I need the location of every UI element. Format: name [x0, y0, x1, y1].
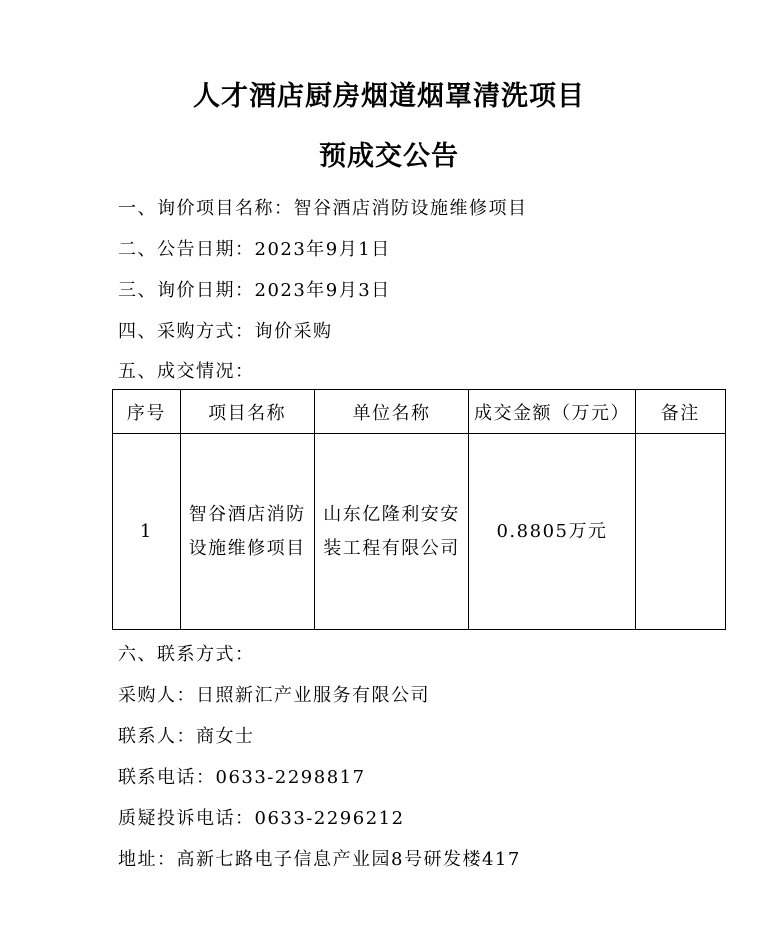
cell-project-name-line1: 智谷酒店消防: [188, 503, 306, 525]
purchaser-line: 采购人：日照新汇产业服务有限公司: [118, 685, 430, 706]
cell-project-name: [180, 434, 314, 630]
procurement-method-line: 四、采购方式：询价采购: [118, 321, 333, 342]
document-subtitle: 预成交公告: [319, 141, 459, 172]
announce-date-line: 二、公告日期：2023年9月1日: [118, 239, 391, 260]
document-title: 人才酒店厨房烟道烟罩清洗项目: [193, 81, 585, 112]
cell-unit-name: [314, 434, 469, 630]
inquiry-date-line: 三、询价日期：2023年9月3日: [118, 280, 391, 301]
header-remark: 备注: [635, 390, 725, 434]
complaint-phone-line: 质疑投诉电话：0633-2296212: [118, 808, 405, 829]
table-header-row: [113, 390, 726, 434]
contact-person-line: 联系人：商女士: [118, 726, 255, 747]
award-table: [112, 389, 726, 630]
cell-remark: [635, 434, 725, 630]
address-line: 地址：高新七路电子信息产业园8号研发楼417: [118, 849, 521, 870]
contact-heading: 六、联系方式：: [118, 644, 255, 665]
header-amount: 成交金额（万元）: [469, 390, 635, 434]
cell-amount: 0.8805万元: [469, 434, 635, 630]
project-name-line: 一、询价项目名称：智谷酒店消防设施维修项目: [118, 198, 528, 219]
header-unit-name: 单位名称: [314, 390, 469, 434]
table-row: [113, 434, 726, 630]
contact-phone-line: 联系电话：0633-2298817: [118, 767, 366, 788]
header-project-name: 项目名称: [180, 390, 314, 434]
header-no: 序号: [113, 390, 181, 434]
cell-no: 1: [113, 434, 181, 630]
cell-unit-name-line1: 山东亿隆利安安: [323, 503, 460, 525]
cell-unit-name-line2: 装工程有限公司: [323, 537, 460, 559]
cell-project-name-line2: 设施维修项目: [188, 537, 306, 559]
result-heading: 五、成交情况：: [118, 361, 255, 382]
